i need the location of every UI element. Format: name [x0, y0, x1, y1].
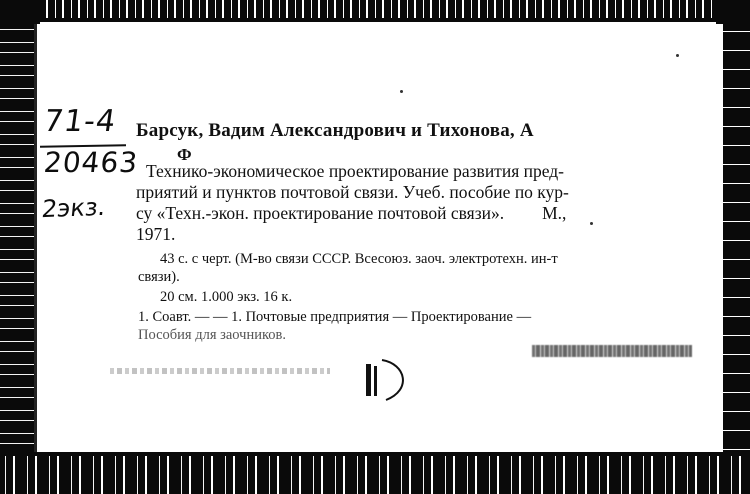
copies-note-handwritten: 2экз. — [40, 192, 107, 224]
subject-tracings: Пособия для заочников. — [138, 327, 286, 343]
inventory-number-handwritten: 20463 — [42, 146, 140, 179]
scan-noise-bottom — [0, 456, 750, 494]
notes-line: связи). — [138, 269, 180, 285]
title-line: су «Техн.-экон. проектирование почтовой связи». М., — [136, 203, 567, 223]
subject-tracings: 1. Соавт. — — 1. Почтовые предприятия — Проектирование — — [138, 309, 532, 325]
faded-print — [110, 368, 330, 374]
author-initial: Ф — [177, 145, 192, 164]
physical-description — [138, 250, 698, 344]
publication-city: М., — [542, 203, 567, 223]
title-line: Технико-экономическое проектирование развития пред- — [146, 161, 565, 181]
notes-line: 43 с. с черт. (М-во связи СССР. Всесоюз. заоч. электротехн. ин-т — [160, 251, 558, 267]
speck — [400, 90, 403, 93]
speck — [676, 54, 679, 57]
card-hole-mark — [360, 354, 418, 404]
faded-stamp — [532, 345, 692, 357]
notes-line: 20 см. 1.000 экз. 16 к. — [160, 289, 293, 305]
scan-noise-top — [40, 0, 716, 18]
call-number-handwritten: 71-4 — [41, 104, 119, 139]
scan-noise-left — [0, 20, 36, 450]
author-heading: Барсук, Вадим Александрович и Тихонова, А — [136, 120, 534, 141]
title-line: приятий и пунктов почтовой связи. Учеб. пособие по кур- — [136, 182, 569, 202]
speck — [590, 222, 593, 225]
scan-noise-right — [720, 24, 750, 454]
publication-year: 1971. — [136, 224, 176, 244]
title-description — [136, 161, 692, 245]
